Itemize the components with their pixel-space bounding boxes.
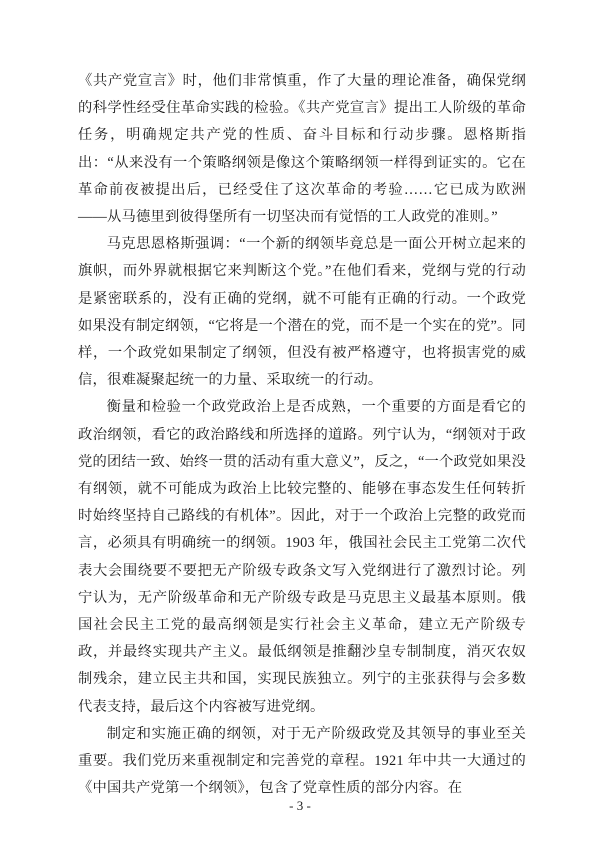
- paragraph-3: 衡量和检验一个政党政治上是否成熟，一个重要的方面是看它的政治纲领，看它的政治路线和所选择的道路。列宁认为，“纲领对于政党的团结一致、始终一贯的活动有重大意义”，反之，“一个政党如果没有纲领，就不可能成为政治上比较完整的、能够在事态发生任何转折时始终坚持自己路线的有机体”。因此，对于一个政治上完整的政党而言，必须具有明确统一的纲领。1903 年，俄国社会民主工党第二次代表大会围绕要不要把无产阶级专政条文写入党纲进行了激烈讨论。列宁认为，无产阶级革命和无产阶级专政是马克思主义最基本原则。俄国社会民主工党的最高纲领是实行社会主义革命，建立无产阶级专政，并最终实现共产主义。最低纲领是推翻沙皇专制制度，消灭农奴制残余，建立民主共和国，实现民族独立。列宁的主张获得与会多数代表支持，最后这个内容被写进党纲。: [78, 399, 526, 715]
- paragraph-2: 马克思恩格斯强调：“一个新的纲领毕竟总是一面公开树立起来的旗帜，而外界就根据它来判断这个党。”在他们看来，党纲与党的行动是紧密联系的，没有正确的党纲，就不可能有正确的行动。一个政党如果没有制定纲领，“它将是一个潜在的党，而不是一个实在的党”。同样，一个政党如果制定了纲领，但没有被严格遵守，也将损害党的威信，很难凝聚起统一的力量、采取统一的行动。: [78, 236, 526, 389]
- page-body: [78, 68, 526, 802]
- paragraph-1: 《共产党宣言》时，他们非常慎重，作了大量的理论准备，确保党纲的科学性经受住革命实践的检验。《共产党宣言》提出工人阶级的革命任务，明确规定共产党的性质、奋斗目标和行动步骤。恩格斯指出：“从来没有一个策略纲领是像这个策略纲领一样得到证实的。它在革命前夜被提出后，已经受住了这次革命的考验……它已成为欧洲——从马德里到彼得堡所有一切坚决而有觉悟的工人政党的准则。”: [78, 73, 526, 226]
- paragraph-4: 制定和实施正确的纲领，对于无产阶级政党及其领导的事业至关重要。我们党历来重视制定和完善党的章程。1921 年中共一大通过的《中国共产党第一个纲领》，包含了党章性质的部分内容。在: [78, 725, 526, 797]
- page-number: - 3 -: [289, 798, 311, 813]
